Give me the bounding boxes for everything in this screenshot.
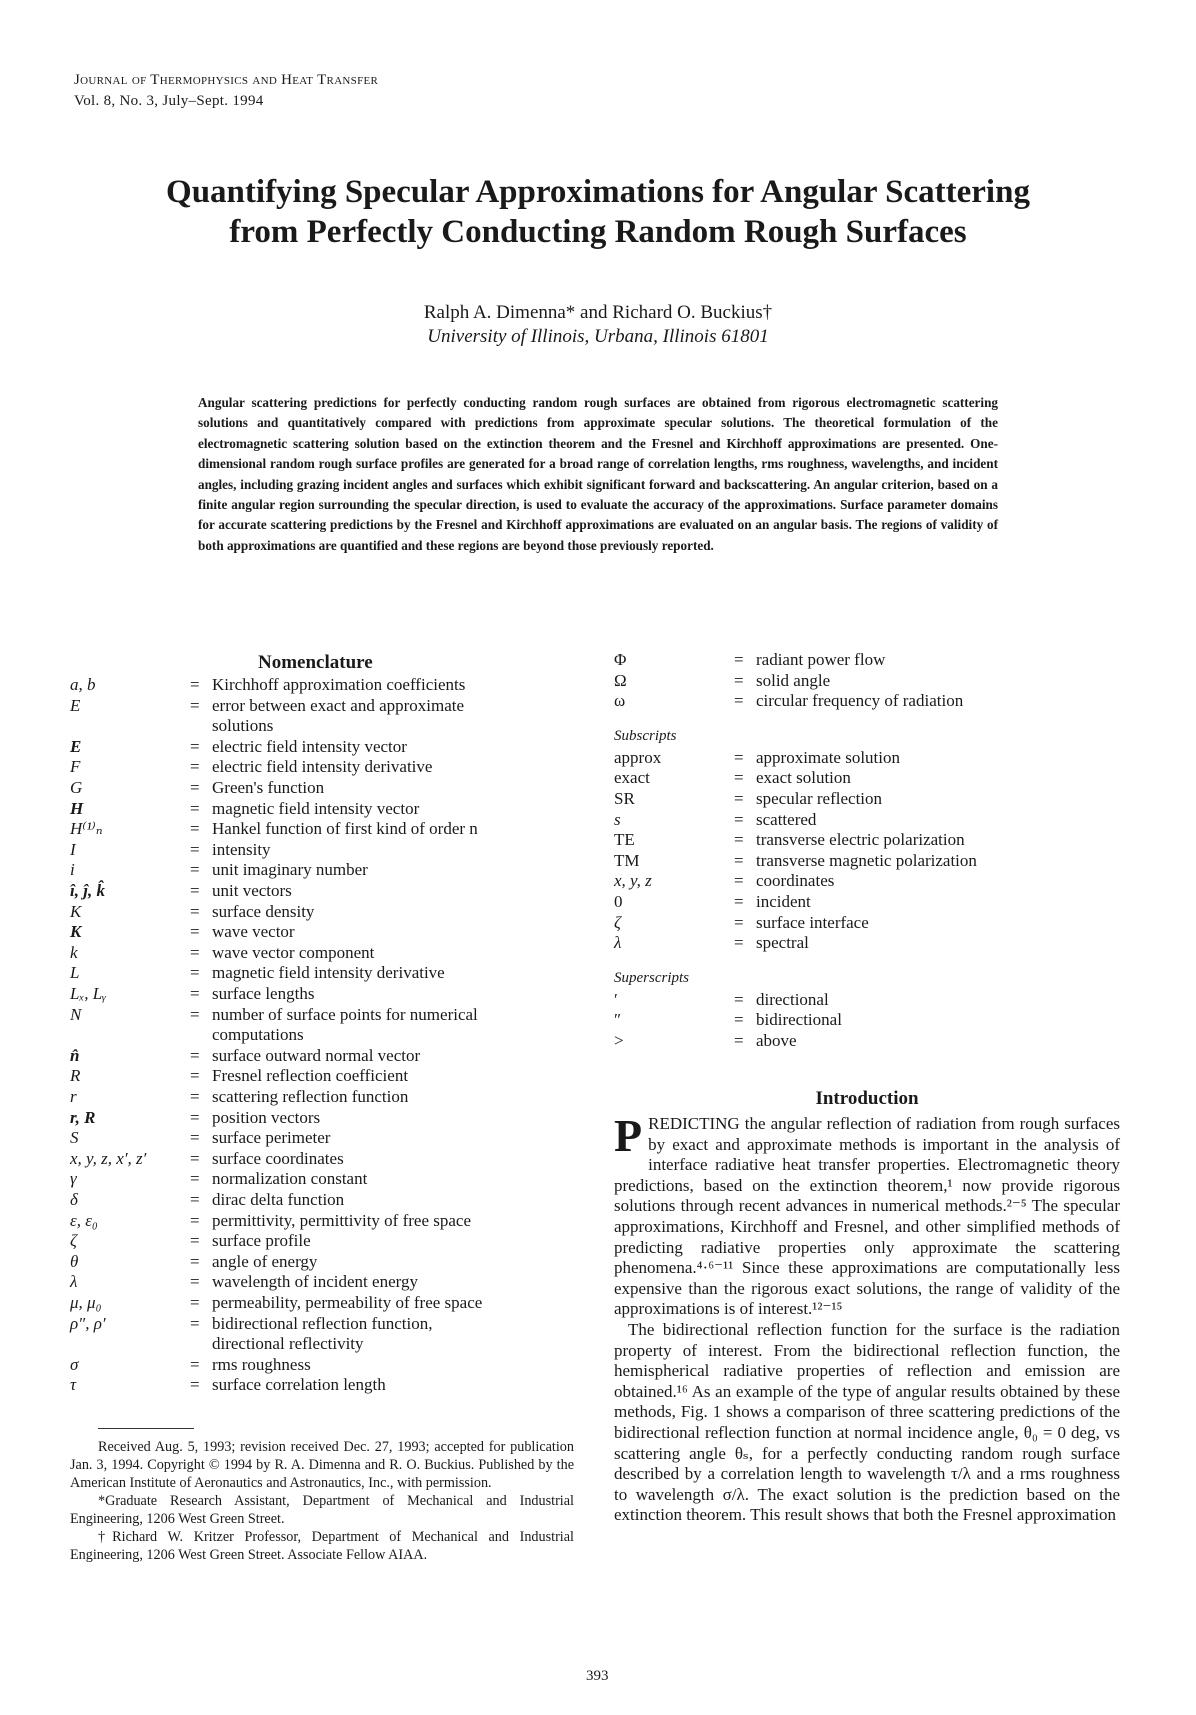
nomenclature-definition: error between exact and approximate bbox=[212, 695, 465, 715]
nomenclature-definition: surface interface bbox=[756, 912, 869, 932]
nomenclature-entry bbox=[70, 716, 590, 737]
nomenclature-symbol: x, y, z, x′, z′ bbox=[70, 1148, 147, 1168]
nomenclature-symbol: H⁽¹⁾ₙ bbox=[70, 819, 103, 839]
nomenclature-entry bbox=[70, 675, 590, 696]
nomenclature-entry bbox=[70, 1355, 590, 1376]
nomenclature-entry bbox=[70, 840, 590, 861]
nomenclature-definition: above bbox=[756, 1031, 797, 1050]
nomenclature-symbol: S bbox=[70, 1128, 79, 1148]
nomenclature-entry bbox=[70, 902, 590, 923]
authors: Ralph A. Dimenna* and Richard O. Buckius† bbox=[423, 302, 773, 323]
nomenclature-entry bbox=[614, 650, 1134, 671]
nomenclature-symbol: k bbox=[70, 942, 78, 962]
nomenclature-entry bbox=[614, 892, 1134, 913]
nomenclature-definition: scattered bbox=[756, 809, 817, 829]
nomenclature-definition: wave vector component bbox=[212, 942, 375, 962]
nomenclature-entry bbox=[70, 1252, 590, 1273]
nomenclature-symbol: λ bbox=[70, 1272, 78, 1292]
nomenclature-entry bbox=[614, 691, 1134, 712]
nomenclature-symbol: K bbox=[70, 922, 82, 942]
title-line-2: from Perfectly Conducting Random Rough Surfaces bbox=[229, 214, 967, 250]
introduction-body bbox=[614, 1110, 1120, 1526]
nomenclature-symbol: γ bbox=[70, 1169, 77, 1189]
nomenclature-definition: transverse electric polarization bbox=[756, 830, 965, 850]
nomenclature-entry bbox=[614, 871, 1134, 892]
nomenclature-symbol: K bbox=[70, 901, 82, 921]
nomenclature-equals: = bbox=[190, 1190, 200, 1209]
nomenclature-entry bbox=[70, 1046, 590, 1067]
nomenclature-symbol: H bbox=[70, 798, 84, 818]
footnote-author2: †Richard W. Kritzer Professor, Department of Mechanical and Industrial Engineering, 1206 West Green Street. Associate Fellow AIAA. bbox=[70, 1529, 574, 1563]
nomenclature-equals: = bbox=[190, 695, 200, 715]
nomenclature-entry bbox=[70, 1314, 590, 1335]
nomenclature-entry bbox=[70, 1169, 590, 1190]
nomenclature-equals: = bbox=[734, 912, 744, 932]
nomenclature-equals: = bbox=[734, 1031, 744, 1050]
nomenclature-equals: = bbox=[734, 933, 744, 953]
nomenclature-symbol: δ bbox=[70, 1190, 78, 1209]
nomenclature-definition: solid angle bbox=[756, 670, 831, 690]
nomenclature-symbol: r bbox=[70, 1087, 77, 1106]
nomenclature-definition: magnetic field intensity derivative bbox=[212, 963, 445, 983]
nomenclature-symbol: x, y, z bbox=[614, 871, 652, 891]
nomenclature-symbol: Ω bbox=[614, 670, 627, 690]
nomenclature-entry bbox=[70, 1334, 590, 1355]
nomenclature-entry bbox=[614, 990, 1134, 1011]
nomenclature-equals: = bbox=[734, 670, 744, 690]
nomenclature-definition: directional reflectivity bbox=[212, 1334, 364, 1354]
nomenclature-entry bbox=[70, 943, 590, 964]
nomenclature-entry bbox=[70, 984, 590, 1005]
nomenclature-definition: permeability, permeability of free space bbox=[212, 1293, 483, 1312]
nomenclature-equals: = bbox=[190, 1045, 200, 1065]
nomenclature-definition: Hankel function of first kind of order n bbox=[212, 819, 478, 839]
nomenclature-equals: = bbox=[190, 1231, 200, 1251]
nomenclature-entry bbox=[70, 1025, 590, 1046]
nomenclature-equals: = bbox=[190, 922, 200, 942]
nomenclature-equals: = bbox=[734, 850, 744, 870]
paper-title bbox=[60, 172, 1136, 252]
nomenclature-entry bbox=[614, 1031, 1134, 1052]
journal-issue: Vol. 8, No. 3, July–Sept. 1994 bbox=[74, 93, 264, 109]
nomenclature-definition: unit imaginary number bbox=[212, 860, 368, 880]
nomenclature-equals: = bbox=[734, 650, 744, 669]
nomenclature-equals: = bbox=[190, 901, 200, 921]
subscripts-heading: Subscripts bbox=[614, 727, 677, 744]
nomenclature-symbol: a, b bbox=[70, 675, 96, 694]
nomenclature-symbol: ρ″, ρ′ bbox=[70, 1313, 106, 1333]
nomenclature-definition: directional bbox=[756, 989, 829, 1009]
introduction-heading: Introduction bbox=[815, 1088, 919, 1109]
journal-header bbox=[74, 70, 378, 112]
nomenclature-symbol: θ bbox=[70, 1251, 79, 1271]
nomenclature-definition: wave vector bbox=[212, 922, 295, 942]
nomenclature-symbol: ′ bbox=[614, 989, 618, 1009]
nomenclature-definition: approximate solution bbox=[756, 747, 901, 767]
nomenclature-symbol: ω bbox=[614, 691, 626, 711]
nomenclature-definition: dirac delta function bbox=[212, 1190, 345, 1209]
nomenclature-symbol: 0 bbox=[614, 892, 623, 911]
nomenclature-equals: = bbox=[734, 768, 744, 788]
nomenclature-entry bbox=[614, 671, 1134, 692]
nomenclature-entry bbox=[70, 1231, 590, 1252]
nomenclature-definition: specular reflection bbox=[756, 789, 883, 808]
nomenclature-equals: = bbox=[190, 984, 200, 1003]
nomenclature-definition: surface profile bbox=[212, 1231, 311, 1251]
nomenclature-entry bbox=[70, 1005, 590, 1026]
nomenclature-symbol: i bbox=[70, 860, 75, 880]
nomenclature-entry bbox=[70, 1211, 590, 1232]
nomenclature-entry bbox=[70, 860, 590, 881]
page-number: 393 bbox=[586, 1668, 609, 1684]
nomenclature-symbol: Φ bbox=[614, 650, 627, 669]
nomenclature-definition: Green's function bbox=[212, 778, 325, 797]
nomenclature-entry bbox=[70, 1087, 590, 1108]
nomenclature-equals: = bbox=[190, 675, 200, 694]
nomenclature-entry bbox=[70, 963, 590, 984]
superscripts-heading: Superscripts bbox=[614, 969, 689, 986]
nomenclature-equals: = bbox=[734, 892, 744, 911]
nomenclature-equals: = bbox=[190, 1251, 200, 1271]
footnote-received: Received Aug. 5, 1993; revision received Dec. 27, 1993; accepted for publication Jan. 3, 1994. Copyright © 1994 by R. A. Dimenna and R. O. Buckius. Published by the American Institute of Aeronautics and Astronautics, Inc., with permission. bbox=[70, 1439, 574, 1491]
nomenclature-entry bbox=[70, 778, 590, 799]
nomenclature-symbol: μ, μ₀ bbox=[70, 1293, 102, 1312]
nomenclature-definition: wavelength of incident energy bbox=[212, 1272, 418, 1292]
nomenclature-entry bbox=[70, 922, 590, 943]
nomenclature-equals: = bbox=[190, 1004, 200, 1024]
nomenclature-equals: = bbox=[190, 942, 200, 962]
nomenclature-definition: intensity bbox=[212, 839, 271, 859]
nomenclature-entry bbox=[614, 851, 1134, 872]
nomenclature-equals: = bbox=[734, 809, 744, 829]
nomenclature-entry bbox=[70, 1066, 590, 1087]
nomenclature-definition: surface correlation length bbox=[212, 1375, 386, 1395]
nomenclature-title: Nomenclature bbox=[258, 652, 373, 673]
nomenclature-entry bbox=[70, 819, 590, 840]
nomenclature-symbol: s bbox=[614, 809, 621, 829]
nomenclature-definition: transverse magnetic polarization bbox=[756, 850, 977, 870]
nomenclature-symbol: SR bbox=[614, 789, 635, 808]
nomenclature-equals: = bbox=[190, 963, 200, 983]
nomenclature-symbol: ε, ε₀ bbox=[70, 1210, 98, 1230]
abstract: Angular scattering predictions for perfectly conducting random rough surfaces are obtained from rigorous electromagnetic scattering solutions and quantitatively compared with predictions from approximate specular solutions. The theoretical formulation of the electromagnetic scattering solution based on the extinction theorem and the Fresnel and Kirchhoff approximations are presented. One-dimensional random rough surface profiles are generated for a broad range of correlation lengths, rms roughness, wavelengths, and incident angles, including grazing incident angles and surfaces which exhibit significant forward and backscattering. An angular criterion, based on a finite angular region surrounding the specular direction, is used to evaluate the accuracy of the approximations. Surface parameter domains for accurate scattering predictions by the Fresnel and Kirchhoff approximations are evaluated on an angular basis. The regions of validity of both approximations are quantified and these regions are beyond those previously reported. bbox=[198, 395, 998, 553]
nomenclature-entry bbox=[70, 757, 590, 778]
nomenclature-entry bbox=[614, 933, 1134, 954]
nomenclature-definition: position vectors bbox=[212, 1107, 321, 1127]
drop-cap: P bbox=[614, 1110, 643, 1161]
nomenclature-definition: scattering reflection function bbox=[212, 1087, 409, 1106]
nomenclature-equals: = bbox=[734, 691, 744, 711]
nomenclature-entry bbox=[614, 1010, 1134, 1031]
footnote-author1: *Graduate Research Assistant, Department of Mechanical and Industrial Engineering, 1206 West Green Street. bbox=[70, 1493, 574, 1527]
nomenclature-symbol: ζ bbox=[70, 1231, 77, 1251]
nomenclature-symbol: G bbox=[70, 778, 83, 797]
nomenclature-equals: = bbox=[190, 1107, 200, 1127]
nomenclature-entry bbox=[70, 881, 590, 902]
nomenclature-symbol: ζ bbox=[614, 912, 621, 932]
nomenclature-symbol: I bbox=[70, 839, 76, 859]
nomenclature-definition: incident bbox=[756, 892, 811, 911]
nomenclature-equals: = bbox=[734, 1010, 744, 1030]
nomenclature-entry bbox=[70, 737, 590, 758]
nomenclature-definition: circular frequency of radiation bbox=[756, 691, 964, 711]
journal-name: Journal of Thermophysics and Heat Transfer bbox=[74, 72, 379, 88]
nomenclature-symbol: exact bbox=[614, 768, 650, 788]
nomenclature-entry bbox=[70, 1128, 590, 1149]
nomenclature-symbol: F bbox=[70, 757, 81, 777]
footnote-divider bbox=[98, 1428, 194, 1429]
nomenclature-equals: = bbox=[734, 830, 744, 850]
nomenclature-symbol: î, ĵ, k̂ bbox=[70, 881, 105, 900]
nomenclature-equals: = bbox=[190, 1148, 200, 1168]
nomenclature-definition: bidirectional reflection function, bbox=[212, 1313, 433, 1333]
nomenclature-equals: = bbox=[734, 789, 744, 808]
nomenclature-definition: computations bbox=[212, 1025, 304, 1045]
nomenclature-definition: coordinates bbox=[756, 871, 835, 891]
nomenclature-equals: = bbox=[190, 778, 200, 797]
nomenclature-definition: spectral bbox=[756, 933, 809, 953]
nomenclature-definition: Fresnel reflection coefficient bbox=[212, 1066, 409, 1086]
nomenclature-definition: rms roughness bbox=[212, 1354, 311, 1374]
nomenclature-entry bbox=[614, 913, 1134, 934]
nomenclature-definition: electric field intensity derivative bbox=[212, 757, 433, 777]
nomenclature-definition: electric field intensity vector bbox=[212, 736, 407, 756]
nomenclature-equals: = bbox=[190, 1128, 200, 1148]
nomenclature-definition: angle of energy bbox=[212, 1251, 318, 1271]
nomenclature-equals: = bbox=[734, 747, 744, 767]
nomenclature-entry bbox=[70, 1272, 590, 1293]
nomenclature-definition: surface density bbox=[212, 901, 315, 921]
nomenclature-equals: = bbox=[190, 881, 200, 900]
nomenclature-symbol: E bbox=[70, 736, 82, 756]
nomenclature-symbol: L bbox=[70, 963, 80, 983]
nomenclature-entry bbox=[614, 789, 1134, 810]
nomenclature-entry bbox=[70, 696, 590, 717]
nomenclature-symbol: r, R bbox=[70, 1107, 96, 1127]
nomenclature-equals: = bbox=[190, 1354, 200, 1374]
nomenclature-equals: = bbox=[190, 1375, 200, 1395]
nomenclature-entry bbox=[70, 799, 590, 820]
nomenclature-symbol: N bbox=[70, 1004, 82, 1024]
nomenclature-definition: surface outward normal vector bbox=[212, 1045, 421, 1065]
nomenclature-definition: Kirchhoff approximation coefficients bbox=[212, 675, 466, 694]
nomenclature-definition: permittivity, permittivity of free space bbox=[212, 1210, 472, 1230]
nomenclature-symbol: n̂ bbox=[70, 1045, 80, 1065]
nomenclature-symbol: TE bbox=[614, 830, 635, 850]
nomenclature-entry bbox=[70, 1375, 590, 1396]
nomenclature-definition: surface perimeter bbox=[212, 1128, 331, 1148]
nomenclature-equals: = bbox=[190, 1169, 200, 1189]
nomenclature-entry bbox=[614, 768, 1134, 789]
affiliation: University of Illinois, Urbana, Illinois 61801 bbox=[427, 326, 769, 347]
nomenclature-definition: number of surface points for numerical bbox=[212, 1004, 478, 1024]
nomenclature-equals: = bbox=[190, 1313, 200, 1333]
intro-paragraph-1-text: REDICTING the angular reflection of radiation from rough surfaces by exact and approximate methods is important in the analysis of interface radiative heat transfer properties. Electromagnetic theory predictions, based on the extinction theorem,¹ now provide rigorous solutions through recent advances in numerical methods.²⁻⁵ The specular approximations, Kirchhoff and Fresnel, and other simplified methods of predicting radiative properties only approximate the scattering phenomena.⁴·⁶⁻¹¹ Since these approximations are computationally less expensive than the rigorous exact solutions, the range of validity of the approximations is of interest.¹²⁻¹⁵ bbox=[614, 1114, 1120, 1319]
nomenclature-entry bbox=[70, 1293, 590, 1314]
nomenclature-equals: = bbox=[190, 798, 200, 818]
nomenclature-symbol: > bbox=[614, 1031, 624, 1050]
nomenclature-equals: = bbox=[190, 1087, 200, 1106]
nomenclature-definition: radiant power flow bbox=[756, 650, 886, 669]
nomenclature-definition: surface coordinates bbox=[212, 1148, 344, 1168]
nomenclature-definition: normalization constant bbox=[212, 1169, 368, 1189]
nomenclature-symbol: R bbox=[70, 1066, 81, 1086]
nomenclature-definition: magnetic field intensity vector bbox=[212, 798, 420, 818]
nomenclature-equals: = bbox=[734, 989, 744, 1009]
intro-paragraph-1 bbox=[614, 1110, 1120, 1320]
nomenclature-entry bbox=[614, 830, 1134, 851]
footnotes bbox=[70, 1438, 574, 1564]
nomenclature-equals: = bbox=[190, 860, 200, 880]
nomenclature-definition: surface lengths bbox=[212, 984, 315, 1003]
nomenclature-symbol: E bbox=[70, 695, 81, 715]
nomenclature-equals: = bbox=[190, 1066, 200, 1086]
nomenclature-entry bbox=[70, 1190, 590, 1211]
nomenclature-equals: = bbox=[190, 736, 200, 756]
nomenclature-equals: = bbox=[190, 819, 200, 839]
nomenclature-equals: = bbox=[190, 1293, 200, 1312]
nomenclature-entry bbox=[614, 810, 1134, 831]
nomenclature-symbol: approx bbox=[614, 747, 662, 767]
nomenclature-symbol: λ bbox=[614, 933, 622, 953]
nomenclature-symbol: Lₓ, Lᵧ bbox=[70, 984, 107, 1003]
title-line-1: Quantifying Specular Approximations for Angular Scattering bbox=[166, 174, 1030, 210]
nomenclature-symbol: ″ bbox=[614, 1010, 622, 1030]
nomenclature-definition: unit vectors bbox=[212, 881, 292, 900]
nomenclature-equals: = bbox=[190, 1272, 200, 1292]
nomenclature-definition: bidirectional bbox=[756, 1010, 842, 1030]
intro-paragraph-2: The bidirectional reflection function for the surface is the radiation property of interest. From the bidirectional reflection function, the hemispherical radiative properties of reflection and emission are obtained.¹⁶ As an example of the type of angular results obtained by these methods, Fig. 1 shows a comparison of three scattering predictions of the bidirectional reflection function at normal incidence angle, θ₀ = 0 deg, vs scattering angle θₛ, for a perfectly conducting random rough surface described by a correlation length to wavelength τ/λ and a rms roughness to wavelength σ/λ. The exact solution is the prediction based on the extinction theorem. This result shows that both the Fresnel approximation bbox=[614, 1319, 1120, 1525]
nomenclature-entry bbox=[70, 1149, 590, 1170]
nomenclature-equals: = bbox=[190, 757, 200, 777]
nomenclature-symbol: τ bbox=[70, 1375, 77, 1395]
nomenclature-equals: = bbox=[190, 839, 200, 859]
nomenclature-equals: = bbox=[734, 871, 744, 891]
nomenclature-symbol: σ bbox=[70, 1354, 79, 1374]
nomenclature-symbol: TM bbox=[614, 850, 640, 870]
nomenclature-equals: = bbox=[190, 1210, 200, 1230]
nomenclature-definition: solutions bbox=[212, 716, 274, 736]
nomenclature-definition: exact solution bbox=[756, 768, 851, 788]
nomenclature-entry bbox=[70, 1108, 590, 1129]
nomenclature-entry bbox=[614, 748, 1134, 769]
